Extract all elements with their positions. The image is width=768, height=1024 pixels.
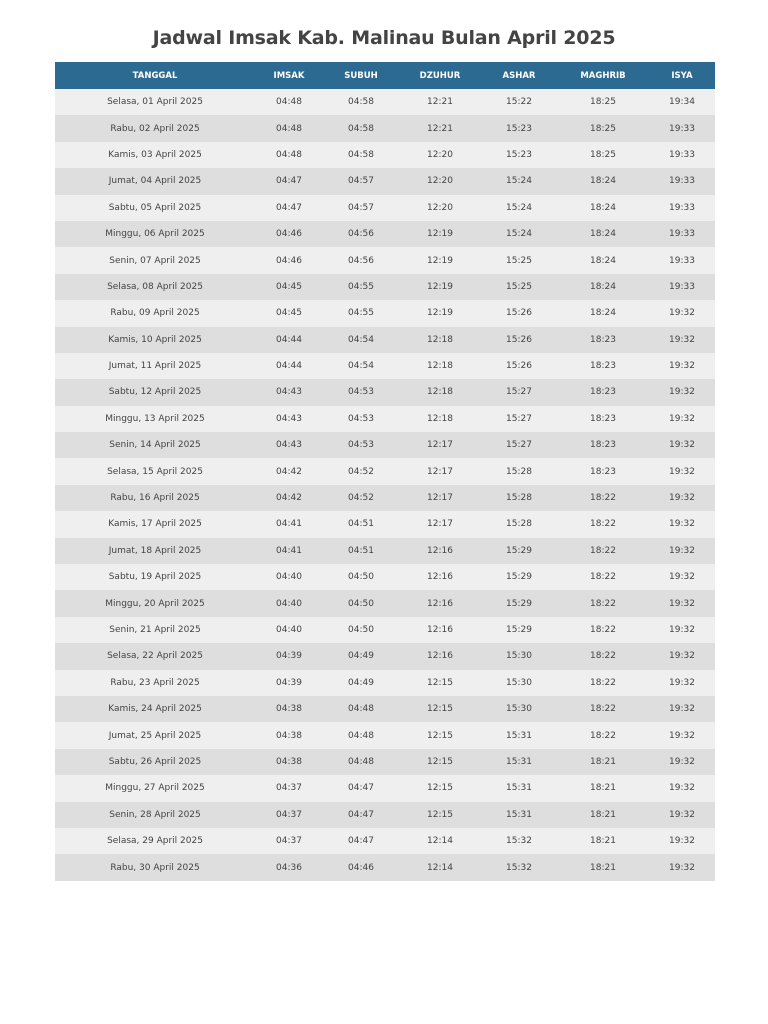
isya-cell: 19:32: [649, 670, 715, 696]
table-row: [55, 406, 715, 432]
dzuhur-cell: 12:15: [399, 696, 481, 722]
subuh-cell: 04:54: [323, 327, 399, 353]
dzuhur-cell: 12:17: [399, 511, 481, 537]
imsak-cell: 04:40: [255, 590, 323, 616]
ashar-cell: 15:32: [481, 854, 557, 880]
ashar-cell: 15:29: [481, 617, 557, 643]
dzuhur-cell: 12:20: [399, 168, 481, 194]
table-row: [55, 327, 715, 353]
ashar-cell: 15:31: [481, 802, 557, 828]
ashar-cell: 15:24: [481, 195, 557, 221]
imsak-cell: 04:41: [255, 538, 323, 564]
page-title: Jadwal Imsak Kab. Malinau Bulan April 2025: [152, 27, 616, 49]
date-cell: Minggu, 13 April 2025: [55, 406, 255, 432]
date-cell: Sabtu, 26 April 2025: [55, 749, 255, 775]
imsak-cell: 04:44: [255, 353, 323, 379]
isya-cell: 19:34: [649, 89, 715, 115]
ashar-cell: 15:28: [481, 511, 557, 537]
table-row: [55, 643, 715, 669]
subuh-cell: 04:55: [323, 300, 399, 326]
table-row: [55, 564, 715, 590]
maghrib-cell: 18:21: [557, 854, 649, 880]
isya-cell: 19:32: [649, 327, 715, 353]
subuh-cell: 04:52: [323, 485, 399, 511]
dzuhur-cell: 12:18: [399, 353, 481, 379]
dzuhur-cell: 12:16: [399, 617, 481, 643]
imsak-cell: 04:48: [255, 142, 323, 168]
maghrib-cell: 18:23: [557, 379, 649, 405]
dzuhur-cell: 12:15: [399, 802, 481, 828]
isya-cell: 19:32: [649, 538, 715, 564]
subuh-cell: 04:51: [323, 511, 399, 537]
dzuhur-cell: 12:19: [399, 274, 481, 300]
date-cell: Minggu, 27 April 2025: [55, 775, 255, 801]
maghrib-cell: 18:22: [557, 564, 649, 590]
subuh-cell: 04:58: [323, 115, 399, 141]
maghrib-cell: 18:22: [557, 670, 649, 696]
ashar-cell: 15:26: [481, 353, 557, 379]
maghrib-cell: 18:25: [557, 142, 649, 168]
date-cell: Selasa, 15 April 2025: [55, 458, 255, 484]
table-row: [55, 749, 715, 775]
maghrib-cell: 18:21: [557, 775, 649, 801]
subuh-cell: 04:47: [323, 802, 399, 828]
subuh-cell: 04:51: [323, 538, 399, 564]
isya-cell: 19:33: [649, 274, 715, 300]
imsak-cell: 04:37: [255, 828, 323, 854]
dzuhur-cell: 12:19: [399, 300, 481, 326]
dzuhur-cell: 12:18: [399, 327, 481, 353]
imsak-cell: 04:47: [255, 195, 323, 221]
subuh-cell: 04:47: [323, 828, 399, 854]
maghrib-cell: 18:22: [557, 538, 649, 564]
table-row: [55, 775, 715, 801]
table-row: [55, 89, 715, 115]
isya-cell: 19:32: [649, 854, 715, 880]
maghrib-cell: 18:22: [557, 696, 649, 722]
ashar-cell: 15:29: [481, 564, 557, 590]
maghrib-cell: 18:21: [557, 749, 649, 775]
subuh-cell: 04:49: [323, 643, 399, 669]
imsak-cell: 04:38: [255, 696, 323, 722]
subuh-cell: 04:48: [323, 749, 399, 775]
subuh-cell: 04:58: [323, 89, 399, 115]
maghrib-cell: 18:23: [557, 327, 649, 353]
maghrib-cell: 18:24: [557, 221, 649, 247]
table-row: [55, 696, 715, 722]
subuh-cell: 04:50: [323, 590, 399, 616]
date-cell: Jumat, 04 April 2025: [55, 168, 255, 194]
dzuhur-cell: 12:16: [399, 590, 481, 616]
imsak-cell: 04:43: [255, 406, 323, 432]
dzuhur-cell: 12:19: [399, 247, 481, 273]
dzuhur-cell: 12:15: [399, 722, 481, 748]
table-row: [55, 221, 715, 247]
table-row: [55, 538, 715, 564]
dzuhur-cell: 12:15: [399, 775, 481, 801]
dzuhur-cell: 12:15: [399, 670, 481, 696]
maghrib-cell: 18:23: [557, 432, 649, 458]
maghrib-cell: 18:24: [557, 168, 649, 194]
date-cell: Jumat, 11 April 2025: [55, 353, 255, 379]
dzuhur-cell: 12:21: [399, 89, 481, 115]
imsak-cell: 04:38: [255, 722, 323, 748]
isya-cell: 19:33: [649, 168, 715, 194]
isya-cell: 19:33: [649, 247, 715, 273]
subuh-cell: 04:48: [323, 696, 399, 722]
ashar-cell: 15:31: [481, 722, 557, 748]
ashar-cell: 15:26: [481, 327, 557, 353]
dzuhur-cell: 12:16: [399, 538, 481, 564]
maghrib-cell: 18:24: [557, 195, 649, 221]
subuh-cell: 04:50: [323, 617, 399, 643]
date-cell: Selasa, 08 April 2025: [55, 274, 255, 300]
table-row: [55, 142, 715, 168]
table-header-row: [55, 62, 715, 89]
ashar-cell: 15:27: [481, 432, 557, 458]
table-row: [55, 379, 715, 405]
header-dzuhur: DZUHUR: [399, 62, 481, 89]
maghrib-cell: 18:22: [557, 722, 649, 748]
table-row: [55, 168, 715, 194]
isya-cell: 19:32: [649, 802, 715, 828]
ashar-cell: 15:31: [481, 749, 557, 775]
ashar-cell: 15:23: [481, 115, 557, 141]
isya-cell: 19:32: [649, 749, 715, 775]
isya-cell: 19:32: [649, 828, 715, 854]
subuh-cell: 04:57: [323, 168, 399, 194]
subuh-cell: 04:50: [323, 564, 399, 590]
subuh-cell: 04:53: [323, 432, 399, 458]
table-row: [55, 485, 715, 511]
ashar-cell: 15:27: [481, 379, 557, 405]
maghrib-cell: 18:23: [557, 406, 649, 432]
subuh-cell: 04:52: [323, 458, 399, 484]
table-row: [55, 274, 715, 300]
isya-cell: 19:32: [649, 406, 715, 432]
date-cell: Sabtu, 19 April 2025: [55, 564, 255, 590]
dzuhur-cell: 12:18: [399, 379, 481, 405]
maghrib-cell: 18:25: [557, 115, 649, 141]
isya-cell: 19:32: [649, 564, 715, 590]
imsak-cell: 04:46: [255, 221, 323, 247]
subuh-cell: 04:53: [323, 406, 399, 432]
imsak-cell: 04:47: [255, 168, 323, 194]
header-imsak: IMSAK: [255, 62, 323, 89]
ashar-cell: 15:25: [481, 274, 557, 300]
subuh-cell: 04:56: [323, 221, 399, 247]
table-row: [55, 247, 715, 273]
ashar-cell: 15:24: [481, 168, 557, 194]
maghrib-cell: 18:23: [557, 458, 649, 484]
header-tanggal: TANGGAL: [55, 62, 255, 89]
subuh-cell: 04:54: [323, 353, 399, 379]
maghrib-cell: 18:21: [557, 802, 649, 828]
ashar-cell: 15:31: [481, 775, 557, 801]
imsak-cell: 04:48: [255, 89, 323, 115]
table-row: [55, 353, 715, 379]
table-row: [55, 432, 715, 458]
header-isya: ISYA: [649, 62, 715, 89]
ashar-cell: 15:22: [481, 89, 557, 115]
table-row: [55, 511, 715, 537]
header-ashar: ASHAR: [481, 62, 557, 89]
ashar-cell: 15:27: [481, 406, 557, 432]
isya-cell: 19:33: [649, 221, 715, 247]
header-subuh: SUBUH: [323, 62, 399, 89]
imsak-cell: 04:48: [255, 115, 323, 141]
isya-cell: 19:32: [649, 379, 715, 405]
ashar-cell: 15:30: [481, 670, 557, 696]
isya-cell: 19:32: [649, 643, 715, 669]
date-cell: Rabu, 16 April 2025: [55, 485, 255, 511]
table-row: [55, 458, 715, 484]
imsak-cell: 04:38: [255, 749, 323, 775]
table-row: [55, 115, 715, 141]
table-row: [55, 828, 715, 854]
maghrib-cell: 18:24: [557, 300, 649, 326]
isya-cell: 19:32: [649, 775, 715, 801]
date-cell: Sabtu, 05 April 2025: [55, 195, 255, 221]
table-row: [55, 722, 715, 748]
maghrib-cell: 18:22: [557, 643, 649, 669]
subuh-cell: 04:57: [323, 195, 399, 221]
ashar-cell: 15:28: [481, 485, 557, 511]
date-cell: Sabtu, 12 April 2025: [55, 379, 255, 405]
isya-cell: 19:33: [649, 115, 715, 141]
maghrib-cell: 18:24: [557, 247, 649, 273]
imsak-cell: 04:42: [255, 485, 323, 511]
isya-cell: 19:32: [649, 617, 715, 643]
imsak-cell: 04:37: [255, 775, 323, 801]
date-cell: Senin, 07 April 2025: [55, 247, 255, 273]
imsak-cell: 04:45: [255, 274, 323, 300]
maghrib-cell: 18:22: [557, 511, 649, 537]
imsak-cell: 04:39: [255, 670, 323, 696]
date-cell: Kamis, 10 April 2025: [55, 327, 255, 353]
subuh-cell: 04:49: [323, 670, 399, 696]
table-row: [55, 854, 715, 880]
maghrib-cell: 18:25: [557, 89, 649, 115]
prayer-schedule-table: [55, 62, 715, 881]
isya-cell: 19:33: [649, 195, 715, 221]
imsak-cell: 04:40: [255, 617, 323, 643]
ashar-cell: 15:29: [481, 590, 557, 616]
isya-cell: 19:32: [649, 458, 715, 484]
dzuhur-cell: 12:17: [399, 485, 481, 511]
isya-cell: 19:32: [649, 511, 715, 537]
ashar-cell: 15:28: [481, 458, 557, 484]
isya-cell: 19:32: [649, 722, 715, 748]
subuh-cell: 04:46: [323, 854, 399, 880]
isya-cell: 19:32: [649, 300, 715, 326]
subuh-cell: 04:58: [323, 142, 399, 168]
ashar-cell: 15:25: [481, 247, 557, 273]
isya-cell: 19:32: [649, 485, 715, 511]
date-cell: Rabu, 02 April 2025: [55, 115, 255, 141]
maghrib-cell: 18:22: [557, 590, 649, 616]
subuh-cell: 04:47: [323, 775, 399, 801]
date-cell: Senin, 21 April 2025: [55, 617, 255, 643]
ashar-cell: 15:30: [481, 643, 557, 669]
header-maghrib: MAGHRIB: [557, 62, 649, 89]
date-cell: Minggu, 20 April 2025: [55, 590, 255, 616]
dzuhur-cell: 12:14: [399, 854, 481, 880]
date-cell: Rabu, 30 April 2025: [55, 854, 255, 880]
imsak-cell: 04:41: [255, 511, 323, 537]
date-cell: Selasa, 22 April 2025: [55, 643, 255, 669]
date-cell: Jumat, 25 April 2025: [55, 722, 255, 748]
ashar-cell: 15:23: [481, 142, 557, 168]
imsak-cell: 04:45: [255, 300, 323, 326]
table-row: [55, 670, 715, 696]
ashar-cell: 15:24: [481, 221, 557, 247]
date-cell: Kamis, 24 April 2025: [55, 696, 255, 722]
imsak-cell: 04:37: [255, 802, 323, 828]
imsak-cell: 04:42: [255, 458, 323, 484]
date-cell: Jumat, 18 April 2025: [55, 538, 255, 564]
imsak-cell: 04:36: [255, 854, 323, 880]
ashar-cell: 15:26: [481, 300, 557, 326]
dzuhur-cell: 12:17: [399, 458, 481, 484]
table-row: [55, 802, 715, 828]
isya-cell: 19:32: [649, 696, 715, 722]
imsak-cell: 04:39: [255, 643, 323, 669]
ashar-cell: 15:32: [481, 828, 557, 854]
maghrib-cell: 18:22: [557, 617, 649, 643]
dzuhur-cell: 12:18: [399, 406, 481, 432]
date-cell: Senin, 28 April 2025: [55, 802, 255, 828]
dzuhur-cell: 12:14: [399, 828, 481, 854]
ashar-cell: 15:29: [481, 538, 557, 564]
date-cell: Kamis, 17 April 2025: [55, 511, 255, 537]
date-cell: Selasa, 01 April 2025: [55, 89, 255, 115]
isya-cell: 19:32: [649, 432, 715, 458]
dzuhur-cell: 12:17: [399, 432, 481, 458]
date-cell: Senin, 14 April 2025: [55, 432, 255, 458]
date-cell: Kamis, 03 April 2025: [55, 142, 255, 168]
subuh-cell: 04:48: [323, 722, 399, 748]
date-cell: Selasa, 29 April 2025: [55, 828, 255, 854]
table-body: [55, 89, 715, 881]
dzuhur-cell: 12:20: [399, 142, 481, 168]
maghrib-cell: 18:23: [557, 353, 649, 379]
dzuhur-cell: 12:15: [399, 749, 481, 775]
dzuhur-cell: 12:16: [399, 564, 481, 590]
date-cell: Minggu, 06 April 2025: [55, 221, 255, 247]
ashar-cell: 15:30: [481, 696, 557, 722]
subuh-cell: 04:55: [323, 274, 399, 300]
date-cell: Rabu, 09 April 2025: [55, 300, 255, 326]
date-cell: Rabu, 23 April 2025: [55, 670, 255, 696]
table-row: [55, 617, 715, 643]
table-row: [55, 590, 715, 616]
subuh-cell: 04:53: [323, 379, 399, 405]
dzuhur-cell: 12:20: [399, 195, 481, 221]
imsak-cell: 04:43: [255, 379, 323, 405]
table-row: [55, 300, 715, 326]
table-row: [55, 195, 715, 221]
subuh-cell: 04:56: [323, 247, 399, 273]
dzuhur-cell: 12:21: [399, 115, 481, 141]
isya-cell: 19:33: [649, 142, 715, 168]
maghrib-cell: 18:24: [557, 274, 649, 300]
isya-cell: 19:32: [649, 353, 715, 379]
maghrib-cell: 18:21: [557, 828, 649, 854]
dzuhur-cell: 12:16: [399, 643, 481, 669]
imsak-cell: 04:46: [255, 247, 323, 273]
imsak-cell: 04:40: [255, 564, 323, 590]
dzuhur-cell: 12:19: [399, 221, 481, 247]
imsak-cell: 04:44: [255, 327, 323, 353]
isya-cell: 19:32: [649, 590, 715, 616]
maghrib-cell: 18:22: [557, 485, 649, 511]
imsak-cell: 04:43: [255, 432, 323, 458]
